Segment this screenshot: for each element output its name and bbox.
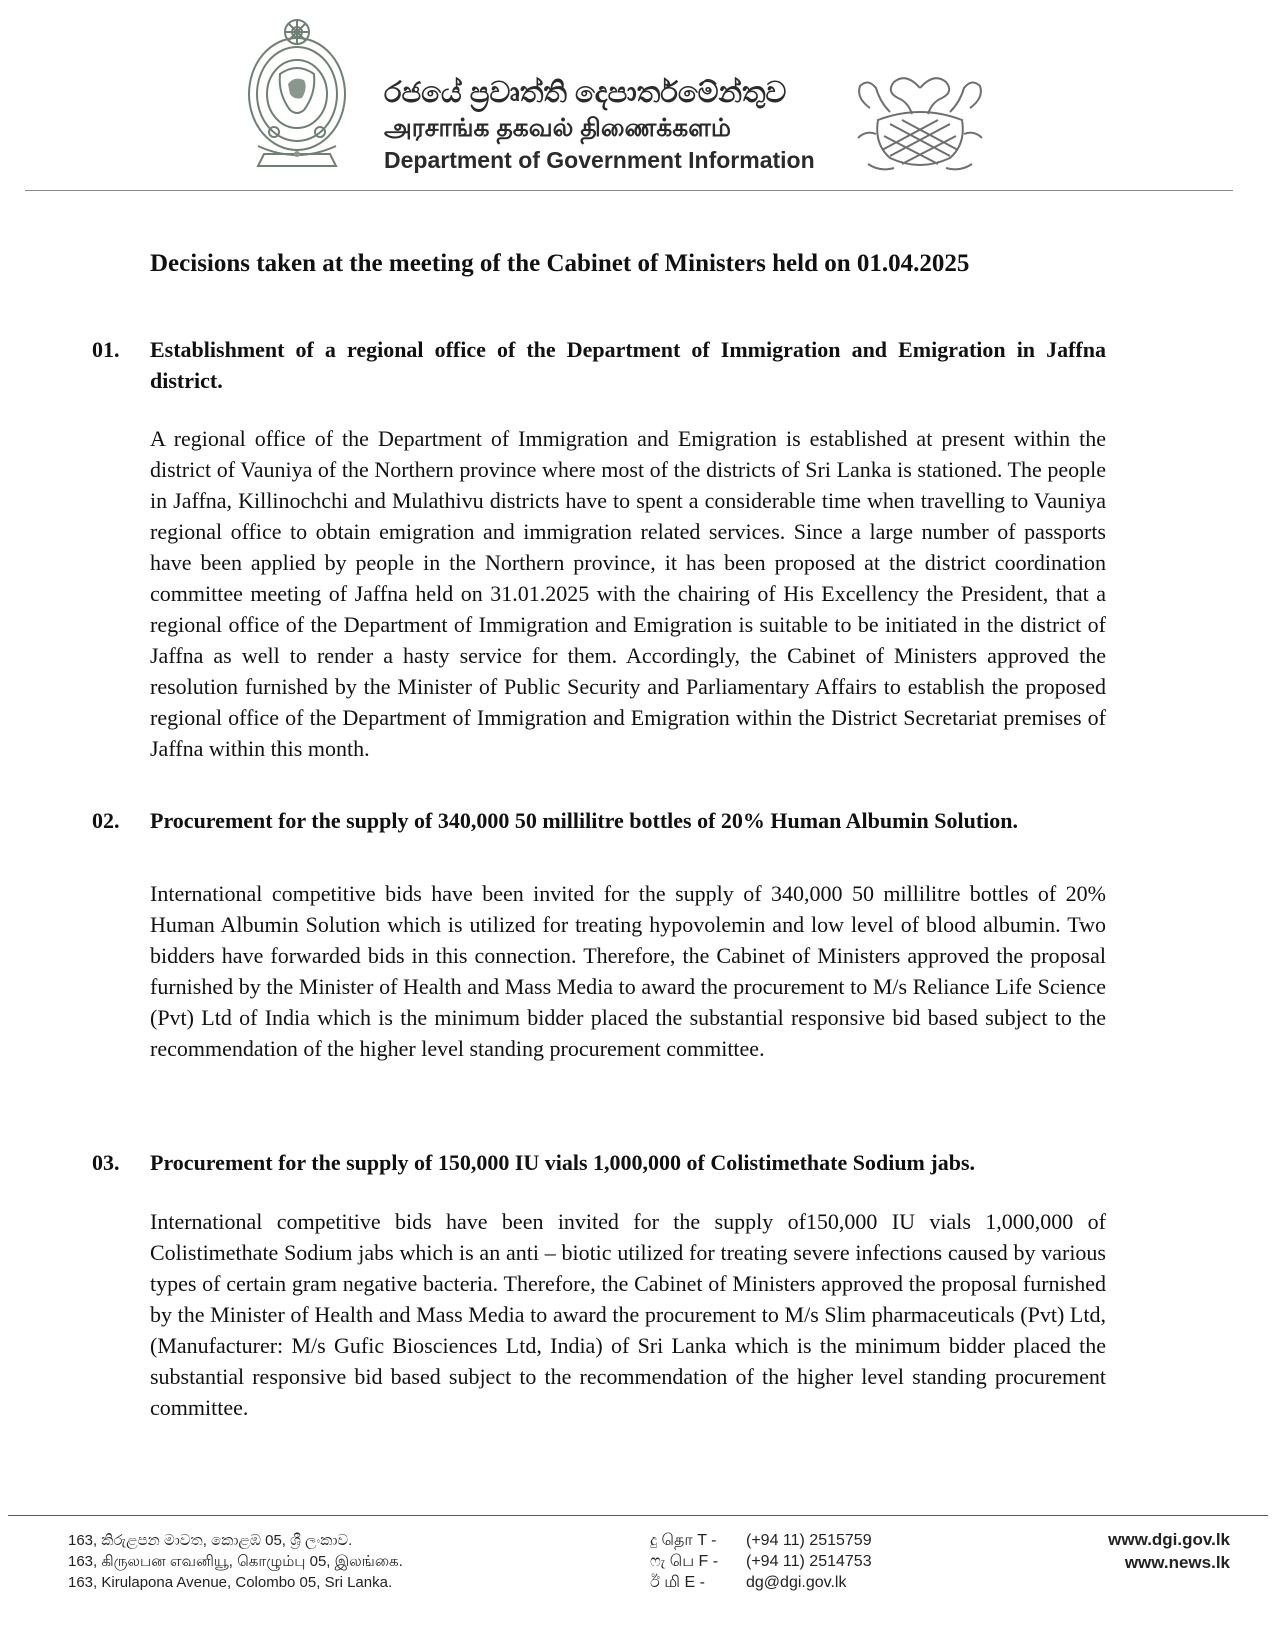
letterhead — [0, 0, 1275, 200]
sri-lanka-emblem-icon — [244, 14, 350, 174]
item-heading: Establishment of a regional office of the Department of Immigration and Emigration in Jaffna district. — [150, 337, 1106, 393]
org-name-sinhala: රජයේ ප්‍රවෘත්ති දෙපාර්තමේන්තුව — [384, 77, 787, 109]
contact-labels: දු தொ T - — [650, 1532, 717, 1549]
footer-divider — [8, 1515, 1268, 1516]
swan-ornament-icon — [850, 68, 990, 180]
website-link[interactable]: www.dgi.gov.lk — [1108, 1530, 1230, 1549]
address-english: 163, Kirulapona Avenue, Colombo 05, Sri Lanka. — [68, 1574, 393, 1591]
contact-labels: ෆැ பெ F - — [650, 1553, 719, 1570]
item-number: 01. — [92, 337, 120, 362]
address-sinhala: 163, කිරුළපන මාවත, කොළඹ 05, ශ්‍රී ලංකාව. — [68, 1532, 353, 1549]
item-number: 02. — [92, 808, 120, 833]
organization-names — [384, 74, 844, 176]
footer-websites — [1040, 1528, 1230, 1574]
item-body: International competitive bids have been invited for the supply of150,000 IU vials 1,000,000 of Colistimethate Sodium jabs which is an anti – biotic utilized for treating severe infections caused by various types of certain gram negative bacteria. Therefore, the Cabinet of Ministers approved the proposal furnished by the Minister of Health and Mass Media to award the procurement to M/s Slim pharmaceuticals (Pvt) Ltd, (Manufacturer: M/s Gufic Biosciences Ltd, India) of Sri Lanka which is the minimum bidder placed the substantial responsive bid based subject to the recommendation of the higher level standing procurement committee. — [150, 1209, 1106, 1420]
item-heading: Procurement for the supply of 150,000 IU vials 1,000,000 of Colistimethate Sodium jabs. — [150, 1150, 975, 1175]
contact-telephone — [650, 1530, 950, 1551]
footer-address — [68, 1530, 538, 1593]
header-divider — [25, 190, 1233, 191]
org-name-english: Department of Government Information — [384, 147, 815, 173]
address-tamil: 163, கிருலபன எவனியூ, கொழும்பு 05, இலங்கை. — [68, 1553, 403, 1570]
document-title: Decisions taken at the meeting of the Cabinet of Ministers held on 01.04.2025 — [150, 250, 970, 277]
org-name-tamil: அரசாங்க தகவல் திணைக்களம் — [384, 114, 731, 142]
website-link[interactable]: www.news.lk — [1124, 1553, 1230, 1572]
contact-email — [650, 1572, 950, 1593]
item-heading: Procurement for the supply of 340,000 50 millilitre bottles of 20% Human Albumin Solution. — [150, 808, 1019, 833]
contact-value: (+94 11) 2514753 — [746, 1553, 872, 1570]
footer-contacts — [650, 1530, 950, 1593]
contact-labels: ඊ மி E - — [650, 1574, 705, 1591]
item-number: 03. — [92, 1150, 120, 1175]
contact-fax — [650, 1551, 950, 1572]
item-body: A regional office of the Department of Immigration and Emigration is established at present within the district of Vauniya of the Northern province where most of the districts of Sri Lanka is stationed. The people in Jaffna, Killinochchi and Mulathivu districts have to spent a considerable time when travelling to Vauniya regional office to obtain emigration and immigration related services. Since a large number of passports have been applied by people in the Northern province, it has been proposed at the district coordination committee meeting of Jaffna held on 31.01.2025 with the chairing of His Excellency the President, that a regional office of the Department of Immigration and Emigration is suitable to be initiated in the district of Jaffna as well to render a hasty service for them. Accordingly, the Cabinet of Ministers approved the resolution furnished by the Minister of Public Security and Parliamentary Affairs to establish the proposed regional office of the Department of Immigration and Emigration within the District Secretariat premises of Jaffna within this month. — [150, 426, 1106, 761]
item-body: International competitive bids have been invited for the supply of 340,000 50 millilitre bottles of 20% Human Albumin Solution which is utilized for treating hypovolemin and low level of blood albumin. Two bidders have forwarded bids in this connection. Therefore, the Cabinet of Ministers approved the proposal furnished by the Minister of Health and Mass Media to award the procurement to M/s Reliance Life Science (Pvt) Ltd of India which is the minimum bidder placed the substantial responsive bid based subject to the recommendation of the higher level standing procurement committee. — [150, 881, 1106, 1061]
contact-value: (+94 11) 2515759 — [746, 1532, 872, 1549]
contact-value: dg@dgi.gov.lk — [746, 1574, 847, 1591]
